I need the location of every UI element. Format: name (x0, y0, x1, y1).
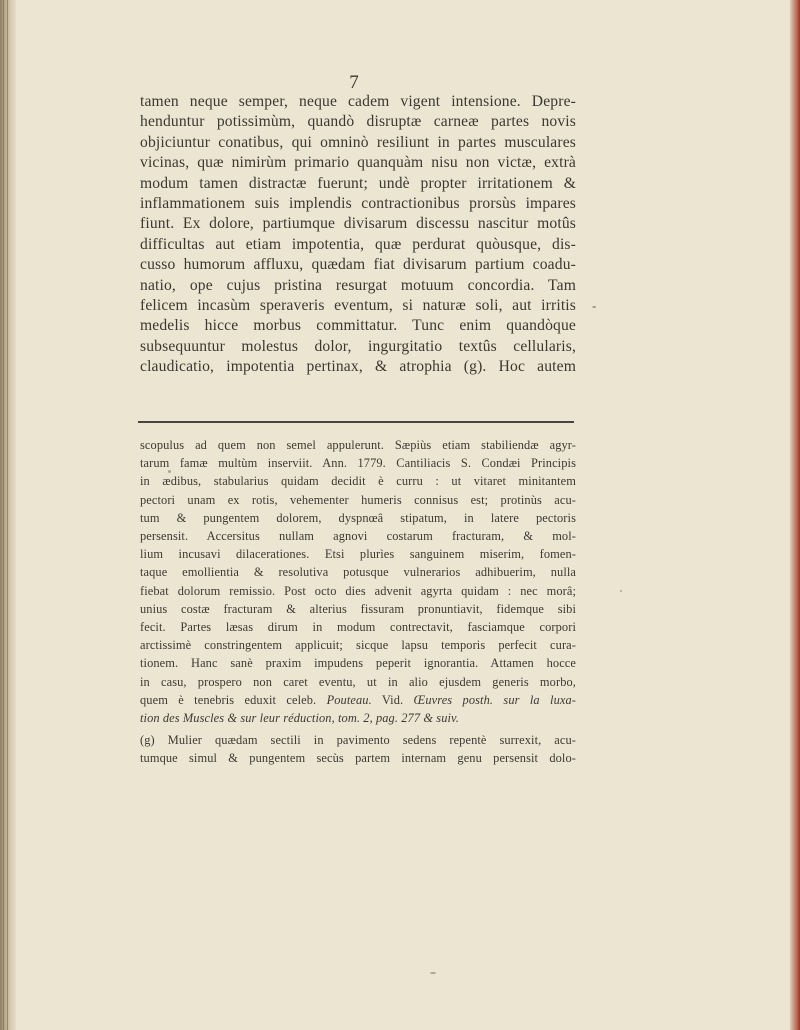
text-line: subsequuntur molestus dolor, ingurgitatio textûs cellularis, (140, 337, 576, 355)
paper-speck (620, 590, 622, 592)
text-line: felicem incasùm speraveris eventum, si naturæ soli, aut irritis (140, 297, 576, 315)
paper-speck (430, 972, 436, 974)
text-line: tamen neque semper, neque cadem vigent intensione. Depre- (140, 93, 576, 110)
footnotes (140, 436, 576, 768)
main-body-text (140, 92, 576, 378)
footnote-separator-rule (138, 421, 574, 423)
text-line: pectori unam ex rotis, vehementer humeris connisus est; protinùs acu- (140, 492, 576, 507)
citation-work-continued: tion des Muscles & sur leur réduction, tom. 2, pag. 277 & suiv. (140, 711, 459, 726)
text-line: lium incusavi dilacerationes. Etsi plurìes sanguinem miserim, fomen- (140, 547, 576, 562)
text-line: arctissimè constringentem applicuit; sicque lapsu temporis perfecit cura- (140, 638, 576, 653)
text-line: henduntur potissimùm, quandò disruptæ carneæ partes novis (140, 113, 576, 131)
text-line: claudicatio, impotentia pertinax, & atrophia (g). Hoc autem (140, 358, 576, 376)
text-line: modum tamen distractæ fuerunt; undè propter irritationem & (140, 174, 576, 192)
text-line: tarum famæ multùm inserviit. Ann. 1779. Cantiliacis S. Condæi Principis (140, 456, 576, 471)
text-line: natio, ope cujus pristina resurgat motuum concordia. Tam (140, 276, 576, 294)
text-line: cusso humorum affluxu, quædam fiat divisarum partium coadu- (140, 256, 576, 274)
text-line: difficultas aut etiam impotentia, quæ perdurat quòusque, dis- (140, 235, 576, 253)
text-line: fiebat dolorum remissio. Post octo dies advenit agyrta quidam : nec morâ; (140, 583, 576, 598)
text-line: (g) Mulier quædam sectili in pavimento sedens repentè surrexit, acu- (140, 733, 576, 748)
text-line: fecit. Partes læsas dirum in modum contrectavit, fasciamque corpori (140, 620, 576, 635)
text-line: in ædibus, stabularius quidam decidit è curru : ut vitaret minitantem (140, 474, 576, 489)
text-line: inflammationem suis implendis contractionibus prorsùs impares (140, 195, 576, 213)
text-line: medelis hicce morbus committatur. Tunc enim quandòque (140, 317, 576, 335)
text-line: tionem. Hanc sanè praxim impudens peperit ignorantia. Attamen hocce (140, 656, 576, 671)
footnote-citation-line (140, 691, 576, 709)
text-line: vicinas, quæ nimirùm primario quanquàm nisu non victæ, extrà (140, 154, 576, 172)
text-line: scopulus ad quem non semel appulerunt. Sæpiùs etiam stabiliendæ agyr- (140, 438, 576, 452)
text-line: persensit. Accersitus nullam agnovi costarum fracturam, & mol- (140, 529, 576, 544)
citation-author: Pouteau. (326, 692, 372, 707)
margin-mark: - (592, 298, 597, 313)
text-line: tum & pungentem dolorem, dyspnœâ stipatum, in latere pectoris (140, 510, 576, 525)
space (316, 693, 326, 707)
text-line: unius costæ fracturam & alterius fissuram pronuntiavit, fidemque sibi (140, 601, 576, 616)
text-line: tumque simul & pungentem secùs partem internam genu persensit dolo- (140, 751, 576, 766)
paper-speck (168, 470, 171, 473)
text-line: in casu, prospero non caret eventu, ut in alio ejusdem generis morbo, (140, 674, 576, 689)
text-line: quem è tenebris eduxit celeb. (140, 692, 317, 707)
page-number: 7 (349, 72, 359, 93)
binding-line (7, 0, 8, 1030)
text-line: fiunt. Ex dolore, partiumque divisarum discessu nascitur motûs (140, 215, 576, 233)
text-line: taque emollientia & resolutiva potusque vulnerarios adhibuerim, nulla (140, 565, 576, 580)
citation-work: Œuvres posth. sur la luxa- (413, 692, 576, 707)
binding-line (3, 0, 4, 1030)
footnote-continued (140, 436, 576, 691)
footnote-g (140, 731, 576, 767)
footnote-citation-line-2 (140, 709, 576, 727)
page-right-edge (790, 0, 800, 1030)
citation-vid: Vid. (371, 692, 414, 707)
text-line: objiciuntur conatibus, qui omninò resiliunt in partes musculares (140, 133, 576, 151)
